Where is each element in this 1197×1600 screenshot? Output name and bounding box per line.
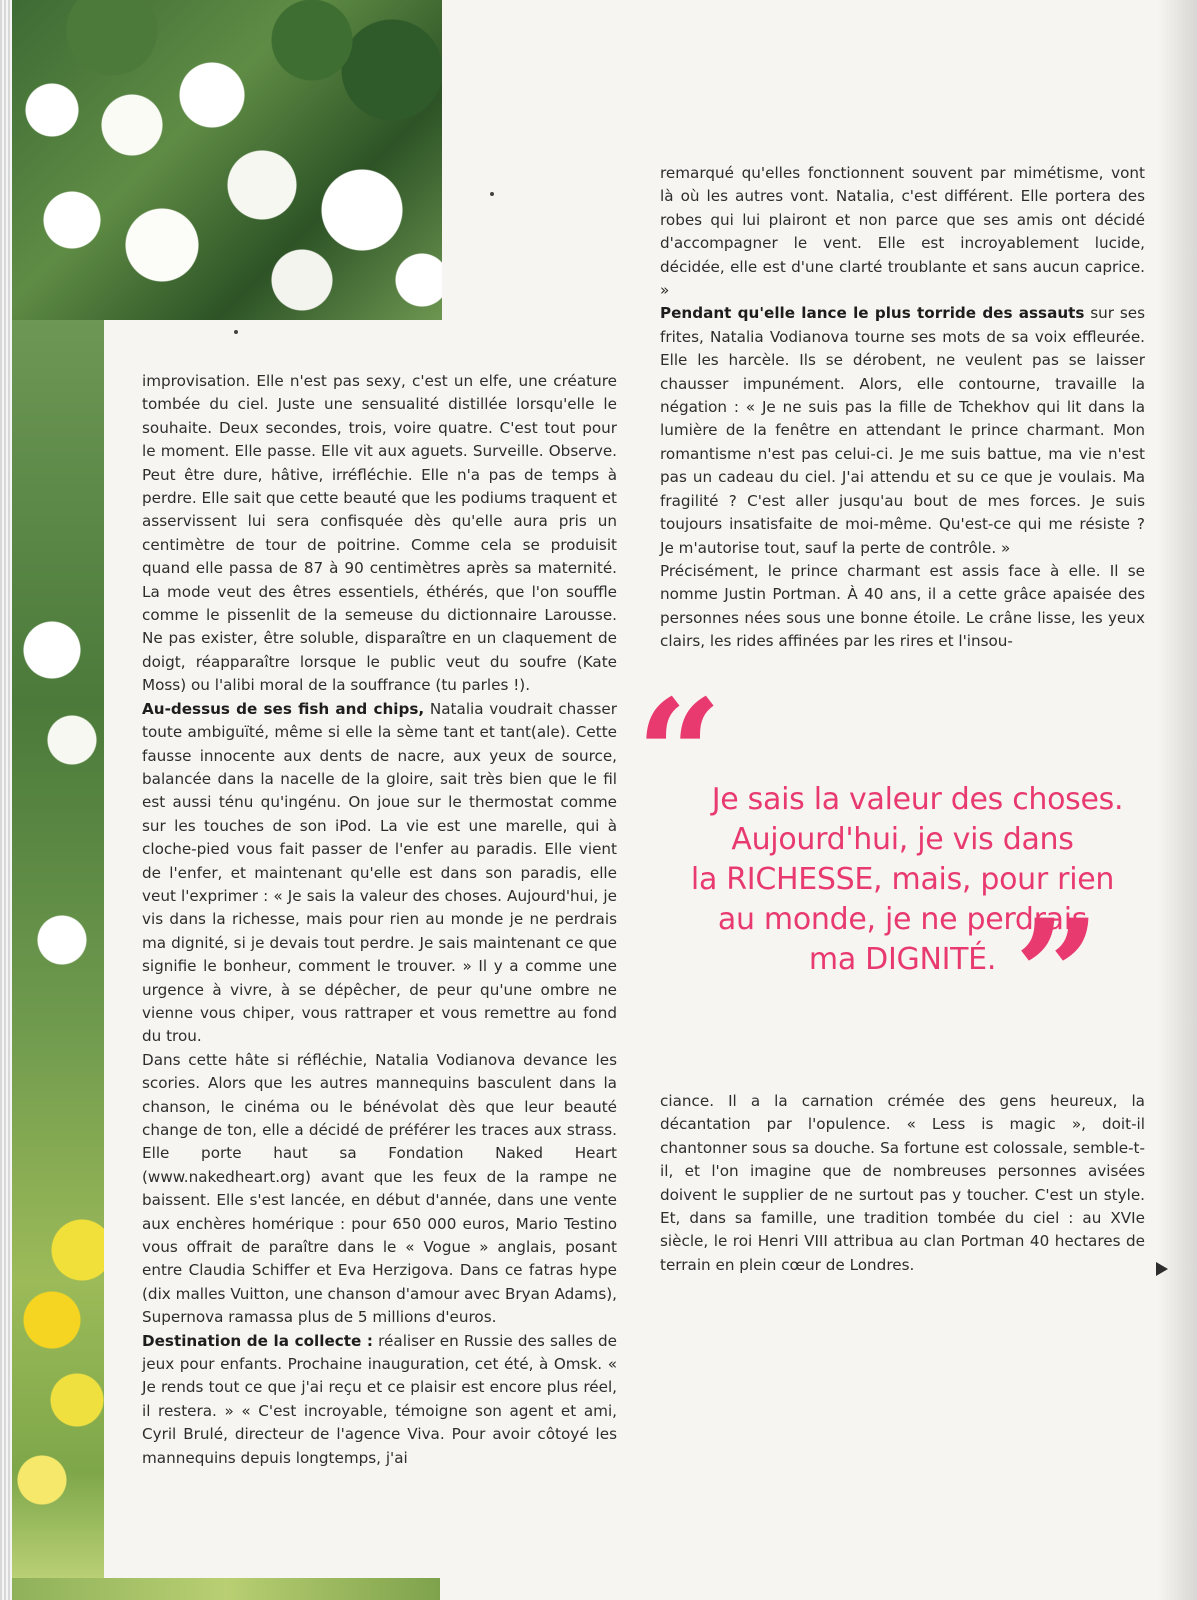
pull-quote-line: la RICHESSE, mais, pour rien — [690, 862, 1115, 897]
article-column-right-bottom — [660, 1090, 1145, 1277]
open-quote-mark: “ — [636, 667, 723, 843]
speck — [234, 330, 238, 334]
paragraph: ciance. Il a la carnation crémée des gens heureux, la décantation par l'opulence. « Less is magic », doit-il chantonner sous sa douche. Sa fortune est colossale, semble-t-il, et l'on imagine que de nombreuses personnes avisées doivent le supplier de ne surtout pas y toucher. C'est un style. Et, dans sa famille, une tradition tombée du ciel : au XVIe siècle, le roi Henri VIII attribua au clan Portman 40 hectares de terrain en plein cœur de Londres. — [660, 1092, 1145, 1274]
paragraph-lead: Destination de la collecte : — [142, 1331, 373, 1350]
paragraph-lead: Au-dessus de ses fish and chips, — [142, 699, 425, 718]
paragraph-body: sur ses frites, Natalia Vodianova tourne ses mots de sa voix effleurée. Elle les harcèle. Ils se dérobent, ne veulent pas se laisser chausser impunément. Alors, elle contourne, travaille la négation : « Je ne suis pas la fille de Tchekhov qui lit dans la lumière de la fenêtre en attendant le prince charmant. Mon romantisme n'est pas celui-ci. Je me suis battue, ma vie n'est pas un cadeau du ciel. J'ai attendu et su ce que je voulais. Ma fragilité ? C'est aller jusqu'au bout de mes forces. Je suis toujours insatisfaite de moi-même. Qu'est-ce qui me résiste ? Je m'autorise tout, sauf la perte de contrôle. » — [660, 304, 1145, 557]
paragraph: Précisément, le prince charmant est assis face à elle. Il se nomme Justin Portman. À 40 ans, il a cette grâce apaisée des personnes nées sous une bonne étoile. Le crâne lisse, les yeux clairs, les rides affinées par les rires et l'insou- — [660, 561, 1145, 651]
paragraph-body: réaliser en Russie des salles de jeux pour enfants. Prochaine inauguration, cet été, à Omsk. « Je rends tout ce que j'ai reçu et ce plaisir est encore plus réel, il restera. » « C'est incroyable, témoigne son agent et ami, Cyril Brulé, directeur de l'agence Viva. Pour avoir côtoyé les mannequins depuis longtemps, j'ai — [142, 1331, 617, 1467]
paragraph: improvisation. Elle n'est pas sexy, c'est un elfe, une créature tombée du ciel. Juste une sensualité distillée lorsqu'elle le souhaite. Deux secondes, trois, voire quatre. C'est tout pour le moment. Elle passe. Elle vit aux aguets. Surveille. Observe. Peut être dure, hâtive, irréfléchie. Elle n'a pas de temps à perdre. Elle sait que cette beauté que les podiums traquent et asservissent lui sera confisquée dès qu'elle aura pris un centimètre de tour de poitrine. Comme cela se produisit quand elle passa de 87 à 90 centimètres après sa maternité. La mode veut des êtres essentiels, éthérés, que l'on souffle comme le pissenlit de la semeuse du dictionnaire Larousse. Ne pas exister, être soluble, disparaître en un claquement de doigt, réapparaître lorsque le public veut du soufre (Kate Moss) ou l'alibi moral de la souffrance (tu parles !). — [142, 372, 617, 695]
article-column-right-top — [660, 162, 1145, 654]
pull-quote-line: Aujourd'hui, je vis dans — [731, 822, 1074, 857]
paragraph — [660, 302, 1145, 559]
flower-photo-bottom — [12, 1578, 440, 1600]
triangle-right-icon — [1156, 1262, 1168, 1276]
paragraph — [142, 698, 617, 1049]
close-quote-mark: ” — [1014, 887, 1101, 1063]
daisy-photo — [12, 0, 442, 320]
pull-quote-line: Je sais la valeur des choses. — [711, 782, 1124, 817]
paragraph-lead: Pendant qu'elle lance le plus torride des assauts — [660, 304, 1085, 323]
article-column-left — [142, 370, 617, 1470]
speck — [490, 192, 494, 196]
paragraph — [142, 1330, 617, 1470]
pull-quote-line: ma DIGNITÉ. — [808, 942, 997, 977]
pull-quote-line: au monde, je ne perdrais — [717, 902, 1088, 937]
page-edge-shadow — [1157, 0, 1197, 1600]
paragraph: Dans cette hâte si réfléchie, Natalia Vodianova devance les scories. Alors que les autres mannequins basculent dans la chanson, le cinéma ou le bénévolat dès que leur beauté change de ton, elle a décidé de préférer les traces aux strass. Elle porte haut sa Fondation Naked Heart (www.nakedheart.org) avant que les feux de la rampe ne baissent. Elle s'est lancée, en début d'année, dans une vente aux enchères homérique : pour 650 000 euros, Mario Testino vous offrait de paraître dans le « Vogue » anglais, posant entre Claudia Schiffer et Eva Herzigova. Dans ce fatras hype (dix malles Vuitton, une chanson d'amour avec Bryan Adams), Supernova ramassa plus de 5 millions d'euros. — [142, 1050, 617, 1327]
flower-photo-strip — [12, 320, 104, 1600]
paragraph: remarqué qu'elles fonctionnent souvent par mimétisme, vont là où les autres vont. Natalia, c'est différent. Elle portera des robes qui lui plairont et non parce que ses amis ont décidé d'accompagner le vent. Elle est incroyablement lucide, décidée, elle est d'une clarté troublante et sans aucun caprice. » — [660, 164, 1145, 300]
paragraph-body: Natalia voudrait chasser toute ambiguïté, même si elle la sème tant et tant(ale). Cette fausse innocente aux dents de nacre, aux yeux de source, balancée dans la nacelle de la gloire, sait très bien que le fil est aussi ténu qu'ingénu. On joue sur le thermostat comme sur les touches de son iPod. La vie est une marelle, qui à cloche-pied vous fait passer de l'enfer au paradis. Elle vient de l'enfer, et maintenant qu'elle est dans son paradis, elle veut l'exprimer : « Je sais la valeur des choses. Aujourd'hui, je vis dans la richesse, mais pour rien au monde je ne perdrais ma dignité, si je devais tout perdre. Je sais maintenant ce que signifie le bonheur, comment le trouver. » Il y a comme une urgence à vivre, à se dépêcher, de peur qu'une ombre ne vienne vous chiper, vous rattraper et vous remettre au fond du trou. — [142, 699, 617, 1046]
